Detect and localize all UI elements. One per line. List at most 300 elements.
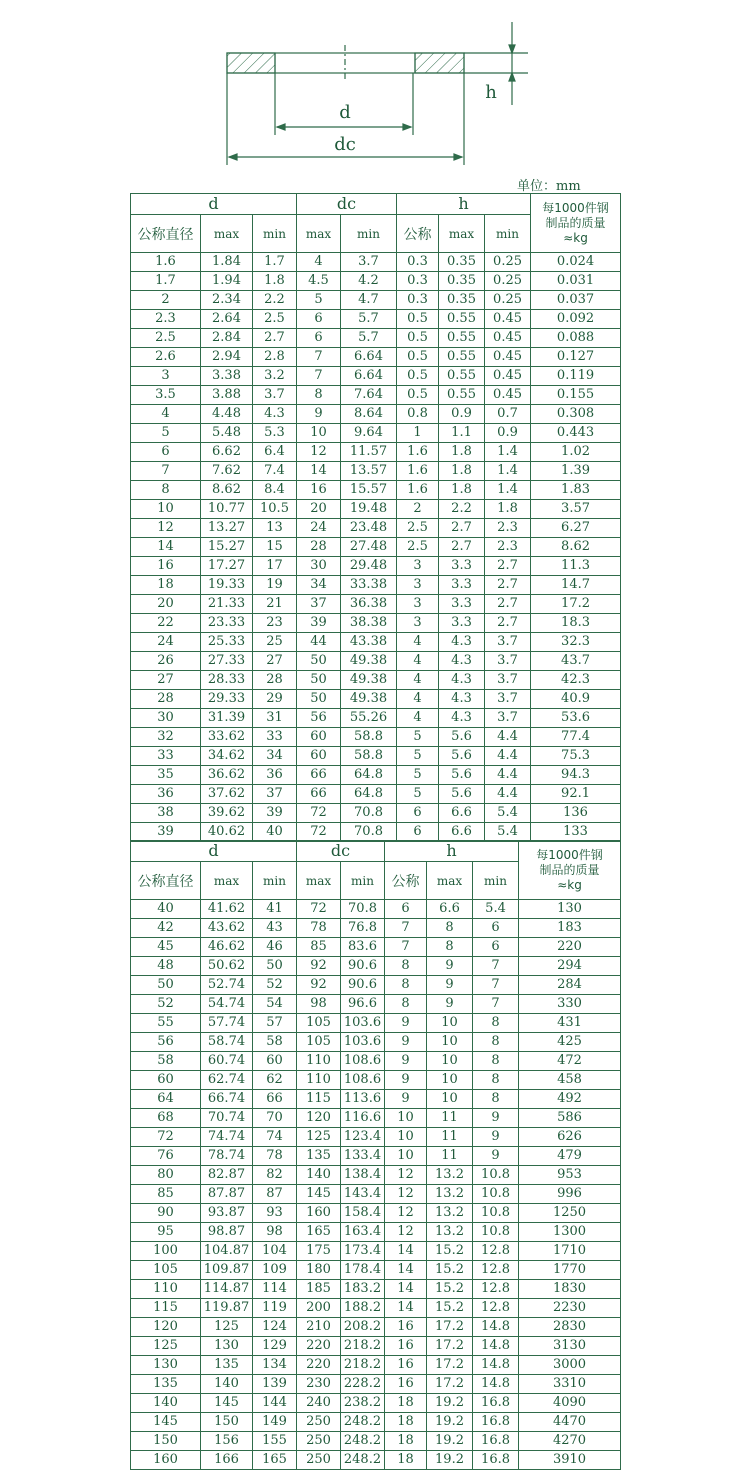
table-cell: 55: [131, 1014, 201, 1033]
table-cell: 25: [253, 633, 297, 652]
table-cell: 13.2: [427, 1204, 473, 1223]
table-cell: 24: [131, 633, 201, 652]
table-cell: 17.27: [201, 557, 253, 576]
table-cell: 4: [297, 253, 341, 272]
table-cell: 11.57: [341, 443, 397, 462]
table-cell: 145: [131, 1413, 201, 1432]
table-cell: 10: [427, 1052, 473, 1071]
table-cell: 2: [397, 500, 439, 519]
table-cell: 4270: [519, 1432, 621, 1451]
table-cell: 92: [297, 976, 341, 995]
table-cell: 4090: [519, 1394, 621, 1413]
table-cell: 4.3: [439, 690, 485, 709]
table-cell: 5: [297, 291, 341, 310]
table-cell: 40.62: [201, 823, 253, 842]
table-cell: 3: [397, 557, 439, 576]
table-cell: 160: [131, 1451, 201, 1470]
table-cell: 70.8: [341, 804, 397, 823]
table-cell: 9: [473, 1109, 519, 1128]
table-cell: 26: [131, 652, 201, 671]
table-cell: 6.27: [531, 519, 621, 538]
table-row: [131, 614, 621, 633]
table-cell: 228.2: [341, 1375, 385, 1394]
table-cell: 0.45: [485, 310, 531, 329]
table-cell: 96.6: [341, 995, 385, 1014]
table-cell: 31.39: [201, 709, 253, 728]
table-cell: 14: [385, 1261, 427, 1280]
table-cell: 1.8: [439, 462, 485, 481]
table-cell: 4.7: [341, 291, 397, 310]
table-row: [131, 1071, 621, 1090]
table-cell: 3.5: [131, 386, 201, 405]
table-cell: 1.7: [131, 272, 201, 291]
table-cell: 4.48: [201, 405, 253, 424]
table-cell: 16: [297, 481, 341, 500]
table-cell: 16.8: [473, 1451, 519, 1470]
table-cell: 7: [473, 995, 519, 1014]
table-cell: 3.7: [485, 709, 531, 728]
table-cell: 15: [253, 538, 297, 557]
table-cell: 4.3: [253, 405, 297, 424]
table-cell: 2.5: [253, 310, 297, 329]
table-row: [131, 633, 621, 652]
table-row: [131, 1299, 621, 1318]
col-nominal-d: 公称直径: [131, 215, 201, 253]
table-cell: 155: [253, 1432, 297, 1451]
table-cell: 0.45: [485, 367, 531, 386]
table-cell: 37: [253, 785, 297, 804]
table-cell: 6: [397, 823, 439, 842]
table-cell: 34.62: [201, 747, 253, 766]
table-cell: 0.037: [531, 291, 621, 310]
table-cell: 14.8: [473, 1356, 519, 1375]
table-cell: 0.55: [439, 310, 485, 329]
table-cell: 119.87: [201, 1299, 253, 1318]
table-cell: 0.092: [531, 310, 621, 329]
table-cell: 220: [297, 1337, 341, 1356]
table-cell: 8.4: [253, 481, 297, 500]
table-cell: 5: [397, 747, 439, 766]
table-cell: 8: [385, 957, 427, 976]
table-cell: 2.5: [397, 519, 439, 538]
table-cell: 1250: [519, 1204, 621, 1223]
table-cell: 76: [131, 1147, 201, 1166]
col-h-max: max: [427, 862, 473, 900]
table-cell: 4.4: [485, 766, 531, 785]
table-cell: 330: [519, 995, 621, 1014]
col-d-min: min: [253, 862, 297, 900]
table-row: [131, 367, 621, 386]
table-cell: 10: [427, 1033, 473, 1052]
table-cell: 46: [253, 938, 297, 957]
table-cell: 60: [131, 1071, 201, 1090]
table-cell: 4: [397, 633, 439, 652]
table-cell: 94.3: [531, 766, 621, 785]
table-row: [131, 1280, 621, 1299]
table-cell: 0.35: [439, 272, 485, 291]
table-cell: 294: [519, 957, 621, 976]
table-cell: 57.74: [201, 1014, 253, 1033]
table-cell: 9: [385, 1071, 427, 1090]
table-cell: 0.119: [531, 367, 621, 386]
table-cell: 0.3: [397, 272, 439, 291]
table-cell: 2.94: [201, 348, 253, 367]
table-cell: 125: [297, 1128, 341, 1147]
table-cell: 60: [297, 728, 341, 747]
table-cell: 133.4: [341, 1147, 385, 1166]
table-row: [131, 976, 621, 995]
table-cell: 5.7: [341, 329, 397, 348]
table-cell: 50.62: [201, 957, 253, 976]
table-cell: 7: [473, 957, 519, 976]
table-cell: 8: [473, 1033, 519, 1052]
table-cell: 22: [131, 614, 201, 633]
table-cell: 32: [131, 728, 201, 747]
table-cell: 5: [131, 424, 201, 443]
col-h-min: min: [485, 215, 531, 253]
group-dc: dc: [297, 841, 385, 862]
table-cell: 66: [297, 766, 341, 785]
table-cell: 53.6: [531, 709, 621, 728]
table-cell: 105: [131, 1261, 201, 1280]
table-cell: 188.2: [341, 1299, 385, 1318]
table-cell: 4.2: [341, 272, 397, 291]
table-cell: 0.5: [397, 386, 439, 405]
col-dc-max: max: [297, 862, 341, 900]
table-cell: 48: [131, 957, 201, 976]
table-cell: 28: [131, 690, 201, 709]
table-cell: 90: [131, 1204, 201, 1223]
table-cell: 30: [297, 557, 341, 576]
table-cell: 492: [519, 1090, 621, 1109]
table-cell: 626: [519, 1128, 621, 1147]
table-cell: 0.35: [439, 253, 485, 272]
table-cell: 23.33: [201, 614, 253, 633]
table-cell: 4: [397, 690, 439, 709]
table-cell: 1770: [519, 1261, 621, 1280]
table-cell: 28.33: [201, 671, 253, 690]
table-row: [131, 1375, 621, 1394]
table-cell: 2.8: [253, 348, 297, 367]
table-cell: 72: [297, 900, 341, 919]
col-h-max: max: [439, 215, 485, 253]
table-cell: 64.8: [341, 785, 397, 804]
table-row: [131, 329, 621, 348]
table-cell: 175: [297, 1242, 341, 1261]
table-cell: 0.25: [485, 253, 531, 272]
table-cell: 1830: [519, 1280, 621, 1299]
table-cell: 7.64: [341, 386, 397, 405]
table-cell: 108.6: [341, 1071, 385, 1090]
table-cell: 13.57: [341, 462, 397, 481]
table-cell: 68: [131, 1109, 201, 1128]
table-cell: 18: [131, 576, 201, 595]
table-row: [131, 519, 621, 538]
table-cell: 5.4: [485, 804, 531, 823]
table-row: [131, 995, 621, 1014]
table-cell: 173.4: [341, 1242, 385, 1261]
table-cell: 2.2: [439, 500, 485, 519]
table-row: [131, 728, 621, 747]
table-cell: 2.5: [397, 538, 439, 557]
table-cell: 36: [253, 766, 297, 785]
table-cell: 1300: [519, 1223, 621, 1242]
table-cell: 0.45: [485, 348, 531, 367]
table-cell: 62.74: [201, 1071, 253, 1090]
table-cell: 77.4: [531, 728, 621, 747]
table-cell: 16.8: [473, 1394, 519, 1413]
table-cell: 16: [385, 1337, 427, 1356]
table-cell: 114.87: [201, 1280, 253, 1299]
table-cell: 248.2: [341, 1413, 385, 1432]
table-cell: 3310: [519, 1375, 621, 1394]
table-cell: 12: [385, 1223, 427, 1242]
table-cell: 2.5: [131, 329, 201, 348]
table-cell: 9: [473, 1128, 519, 1147]
col-dc-min: min: [341, 215, 397, 253]
table-cell: 135: [131, 1375, 201, 1394]
table-cell: 52: [253, 976, 297, 995]
table-cell: 9: [427, 995, 473, 1014]
table-cell: 2830: [519, 1318, 621, 1337]
table-cell: 75.3: [531, 747, 621, 766]
table-cell: 3.3: [439, 576, 485, 595]
table-cell: 25.33: [201, 633, 253, 652]
table-cell: 37.62: [201, 785, 253, 804]
table-cell: 9: [385, 1014, 427, 1033]
table-cell: 23.48: [341, 519, 397, 538]
table-cell: 0.25: [485, 291, 531, 310]
table-row: [131, 443, 621, 462]
table-cell: 38: [131, 804, 201, 823]
table-cell: 3.3: [439, 614, 485, 633]
table-cell: 76.8: [341, 919, 385, 938]
table-cell: 5.4: [485, 823, 531, 842]
table-row: [131, 1318, 621, 1337]
table-cell: 586: [519, 1109, 621, 1128]
dc-label: dc: [334, 134, 356, 155]
table-cell: 42: [131, 919, 201, 938]
table-cell: 87: [253, 1185, 297, 1204]
table-cell: 185: [297, 1280, 341, 1299]
table-cell: 18: [385, 1413, 427, 1432]
table-cell: 5.6: [439, 747, 485, 766]
table-cell: 62: [253, 1071, 297, 1090]
table-cell: 17.2: [531, 595, 621, 614]
table-cell: 6: [473, 938, 519, 957]
table-cell: 37: [297, 595, 341, 614]
table-cell: 135: [201, 1356, 253, 1375]
col-dc-max: max: [297, 215, 341, 253]
table-cell: 5.3: [253, 424, 297, 443]
table-cell: 7.62: [201, 462, 253, 481]
h-label: h: [485, 82, 497, 103]
table-cell: 58: [131, 1052, 201, 1071]
table-cell: 52.74: [201, 976, 253, 995]
table-cell: 1.4: [485, 481, 531, 500]
table-cell: 0.55: [439, 386, 485, 405]
table-cell: 9: [385, 1052, 427, 1071]
table-cell: 0.55: [439, 367, 485, 386]
col-d-min: min: [253, 215, 297, 253]
table-cell: 3.7: [485, 690, 531, 709]
table-cell: 7: [385, 919, 427, 938]
table-cell: 14.8: [473, 1375, 519, 1394]
table-cell: 72: [297, 823, 341, 842]
table-cell: 115: [297, 1090, 341, 1109]
table-row: [131, 709, 621, 728]
table-cell: 14: [297, 462, 341, 481]
table-cell: 134: [253, 1356, 297, 1375]
table-cell: 6: [297, 310, 341, 329]
table-cell: 1.6: [397, 481, 439, 500]
unit-label: 单位：mm: [517, 179, 581, 194]
col-d-max: max: [201, 862, 253, 900]
table-cell: 6.6: [439, 804, 485, 823]
table-cell: 15.57: [341, 481, 397, 500]
table-cell: 34: [297, 576, 341, 595]
table-cell: 17.2: [427, 1356, 473, 1375]
table-cell: 123.4: [341, 1128, 385, 1147]
table-cell: 95: [131, 1223, 201, 1242]
table-cell: 3.3: [439, 595, 485, 614]
table-cell: 5.6: [439, 785, 485, 804]
table-cell: 27: [253, 652, 297, 671]
table-cell: 12.8: [473, 1299, 519, 1318]
table-row: [131, 671, 621, 690]
table-cell: 15.2: [427, 1261, 473, 1280]
table-cell: 4.3: [439, 671, 485, 690]
table-cell: 16: [131, 557, 201, 576]
table-cell: 45: [131, 938, 201, 957]
table-cell: 19.2: [427, 1451, 473, 1470]
table-cell: 21: [253, 595, 297, 614]
hatch-left: [227, 53, 275, 73]
table-cell: 250: [297, 1432, 341, 1451]
table-cell: 29.48: [341, 557, 397, 576]
table-cell: 180: [297, 1261, 341, 1280]
table-cell: 18: [385, 1432, 427, 1451]
table-cell: 8.64: [341, 405, 397, 424]
table-cell: 8: [297, 386, 341, 405]
table-cell: 12: [385, 1185, 427, 1204]
table-cell: 18.3: [531, 614, 621, 633]
table-row: [131, 424, 621, 443]
table-cell: 3.7: [485, 671, 531, 690]
d-label: d: [339, 102, 351, 123]
table-cell: 31: [253, 709, 297, 728]
table-cell: 7: [385, 938, 427, 957]
table-cell: 87.87: [201, 1185, 253, 1204]
table-cell: 4470: [519, 1413, 621, 1432]
table-cell: 9: [427, 976, 473, 995]
col-dc-min: min: [341, 862, 385, 900]
table-cell: 3.7: [485, 652, 531, 671]
table-row: [131, 957, 621, 976]
table-cell: 36.38: [341, 595, 397, 614]
table-cell: 3.3: [439, 557, 485, 576]
table-cell: 41: [253, 900, 297, 919]
table-cell: 110: [297, 1071, 341, 1090]
table-cell: 13.2: [427, 1223, 473, 1242]
table-cell: 56: [131, 1033, 201, 1052]
table-cell: 1.4: [485, 462, 531, 481]
table-cell: 66: [297, 785, 341, 804]
table-cell: 13: [253, 519, 297, 538]
table-cell: 5.6: [439, 728, 485, 747]
table-cell: 220: [519, 938, 621, 957]
table-cell: 16.8: [473, 1432, 519, 1451]
table-row: [131, 291, 621, 310]
table-cell: 80: [131, 1166, 201, 1185]
table-cell: 14: [385, 1280, 427, 1299]
table-cell: 10: [131, 500, 201, 519]
table-cell: 8: [427, 919, 473, 938]
table-cell: 0.031: [531, 272, 621, 291]
table-cell: 98.87: [201, 1223, 253, 1242]
table-cell: 105: [297, 1033, 341, 1052]
table-cell: 0.024: [531, 253, 621, 272]
col-d-max: max: [201, 215, 253, 253]
table-cell: 145: [297, 1185, 341, 1204]
table-cell: 70.74: [201, 1109, 253, 1128]
table-row: [131, 481, 621, 500]
table-cell: 5: [397, 785, 439, 804]
table-cell: 98: [297, 995, 341, 1014]
table-cell: 18: [385, 1394, 427, 1413]
table-row: [131, 1261, 621, 1280]
table-cell: 218.2: [341, 1356, 385, 1375]
table-cell: 200: [297, 1299, 341, 1318]
table-cell: 4.4: [485, 728, 531, 747]
table-cell: 72: [131, 1128, 201, 1147]
table-cell: 110: [297, 1052, 341, 1071]
table-cell: 6.62: [201, 443, 253, 462]
table-cell: 6: [131, 443, 201, 462]
table-cell: 2.3: [131, 310, 201, 329]
table-cell: 33.62: [201, 728, 253, 747]
table-cell: 250: [297, 1413, 341, 1432]
table-cell: 8: [385, 995, 427, 1014]
table-cell: 14.8: [473, 1337, 519, 1356]
table-cell: 10.77: [201, 500, 253, 519]
table-cell: 0.3: [397, 253, 439, 272]
table-cell: 210: [297, 1318, 341, 1337]
table-cell: 140: [297, 1166, 341, 1185]
table-cell: 40: [131, 900, 201, 919]
table-cell: 33: [131, 747, 201, 766]
table-cell: 36.62: [201, 766, 253, 785]
table-cell: 103.6: [341, 1033, 385, 1052]
table-cell: 0.45: [485, 386, 531, 405]
table-cell: 6: [473, 919, 519, 938]
table-cell: 7: [473, 976, 519, 995]
table-cell: 19.2: [427, 1413, 473, 1432]
table-cell: 39: [297, 614, 341, 633]
table-cell: 4.3: [439, 633, 485, 652]
table-cell: 4: [397, 709, 439, 728]
table-cell: 3.57: [531, 500, 621, 519]
group-h: h: [397, 194, 531, 215]
table-cell: 5.48: [201, 424, 253, 443]
table-cell: 44: [297, 633, 341, 652]
table-cell: 1.8: [485, 500, 531, 519]
table-cell: 0.25: [485, 272, 531, 291]
table-cell: 9: [427, 957, 473, 976]
table-cell: 14.8: [473, 1318, 519, 1337]
table-cell: 24: [297, 519, 341, 538]
table-cell: 52: [131, 995, 201, 1014]
